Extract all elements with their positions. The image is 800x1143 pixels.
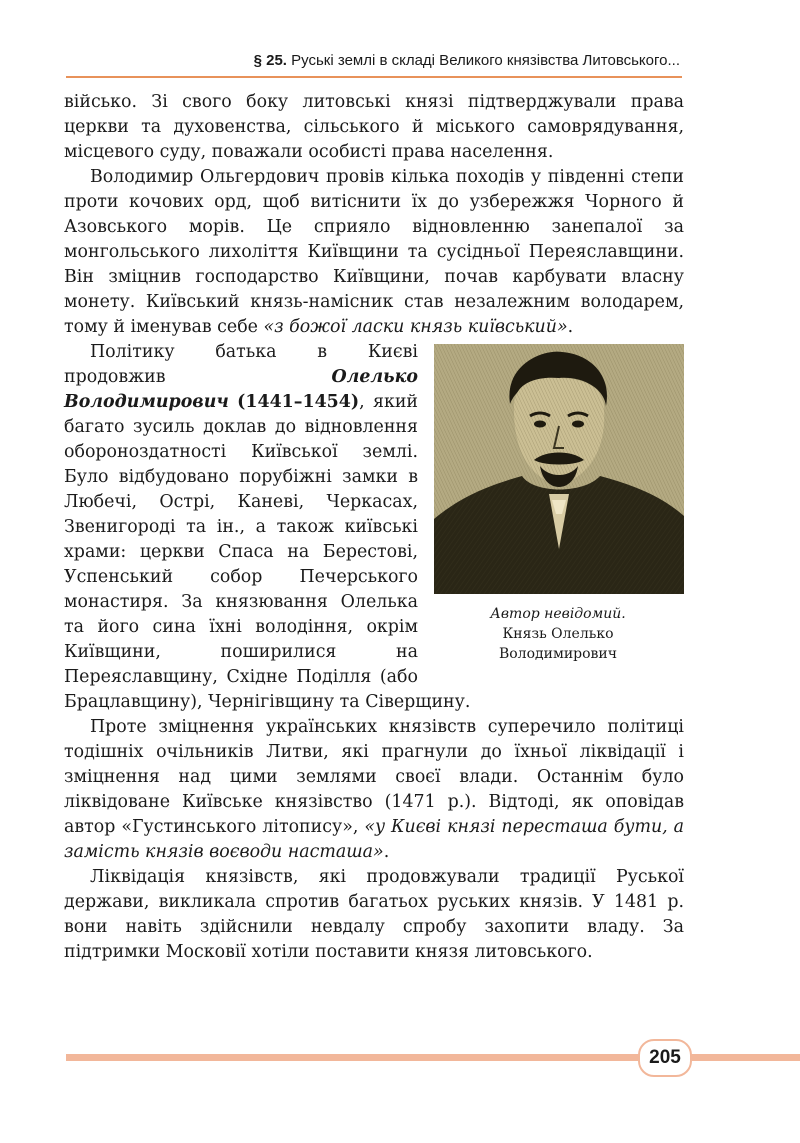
- caption-author: Автор невідомий.: [490, 606, 626, 622]
- paragraph-4-end: .: [383, 842, 390, 862]
- paragraph-3-text: Політику батька в Києві продовжив: [64, 342, 418, 387]
- header-rule: [66, 76, 682, 78]
- portrait-image: [434, 344, 684, 594]
- paragraph-3-rest: , який багато зусиль доклав до відновлення обороноздатності Київської землі. Було відбудовано порубіжні замки в Любечі, Острі, Каневі, Черкасах, Звенигороді та ін., а також київські храми: церкви Спаса на Берестові, Успенський собор Печерського монастиря. За князювання Олелька та його сина їхні володіння, окрім Київщини, поширилися на Переяславщину, Східне Поділля (або Брацлавщину), Чернігівщину та Сіверщину.: [64, 392, 471, 712]
- paragraph-1-text: військо. Зі свого боку литовські князі підтверджували права церкви та духовенства, сільського й міського самоврядування, місцевого суду, поважали особисті права населення.: [64, 92, 684, 162]
- caption-title-line-1: Князь Олелько: [502, 626, 614, 642]
- paragraph-2-end: .: [567, 317, 574, 337]
- paragraph-4-quote: «у Києві князі пересташа бути, а замість князів воєводи насташа»: [64, 817, 684, 862]
- page-number: 205: [638, 1039, 692, 1077]
- paragraph-1: [64, 90, 684, 165]
- paragraph-2-quote: «з божої ласки князь київський»: [263, 317, 568, 337]
- paragraph-5-text: Ліквідація князівств, які продовжували традиції Руської держави, викликала спротив багатьох руських князів. У 1481 р. вони навіть здійснили невдалу спробу захопити владу. За підтримки Московії хотіли поставити князя литовського.: [64, 867, 684, 962]
- paragraph-2: [64, 165, 684, 340]
- person-name: Олелько Володимирович: [64, 367, 418, 412]
- paragraph-5: [64, 865, 684, 965]
- caption-title-line-2: Володимирович: [498, 646, 618, 662]
- running-header: [66, 52, 680, 69]
- paragraph-4: [64, 715, 684, 865]
- reign-years: (1441–1454): [237, 392, 360, 412]
- main-text: [64, 90, 684, 965]
- section-number: § 25.: [253, 52, 287, 69]
- section-title: Руські землі в складі Великого князівства Литовського...: [291, 52, 680, 69]
- portrait-figure: [432, 344, 684, 664]
- paragraph-4-text: Проте зміцнення українських князівств суперечило політиці тодішніх очільників Литви, які прагнули до їхньої ліквідації і зміцнення над цими землями своєї влади. Останнім було ліквідоване Київське князівство (1471 р.). Відтоді, як оповідав автор «Густинського літопису»,: [64, 717, 684, 837]
- portrait-caption: [432, 604, 684, 664]
- paragraph-2-text: Володимир Ольгердович провів кілька походів у південні степи проти кочових орд, щоб витіснити їх до узбережжя Чорного й Азовського морів. Це сприяло відновленню занепалої за монгольського лихоліття Київщини та сусідньої Переяславщини. Він зміцнив господарство Київщини, почав карбувати власну монету. Київський князь-намісник став незалежним володарем, тому й іменував себе: [64, 167, 684, 337]
